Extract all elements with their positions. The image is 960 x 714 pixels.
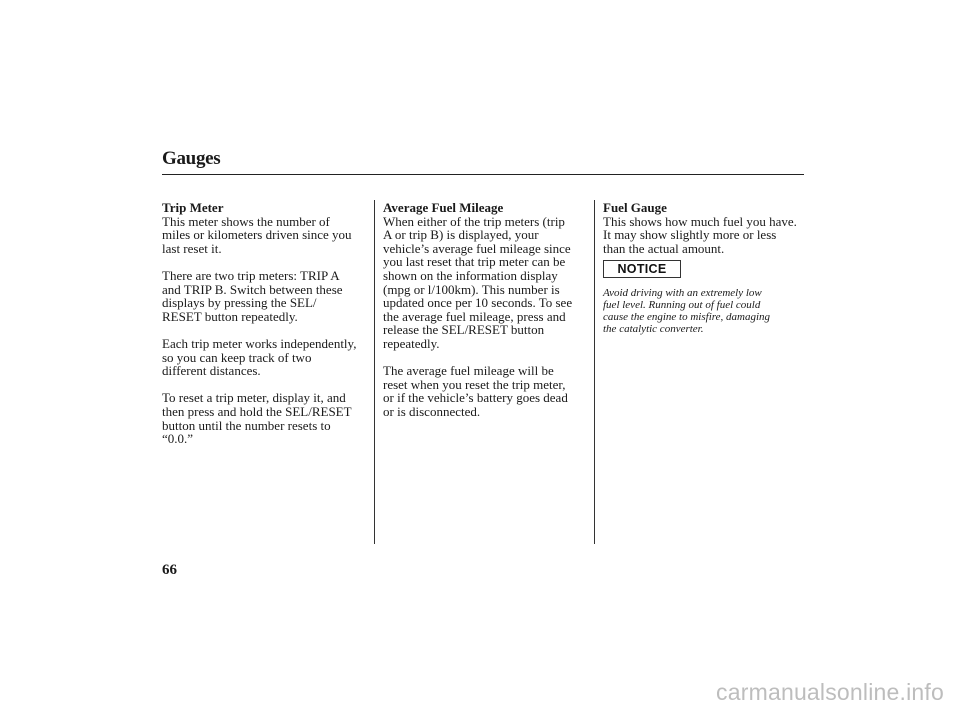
paragraph: Each trip meter works independently, so you can keep track of two different distances. [162,335,357,379]
page-title: Gauges [162,148,221,169]
column-divider [374,200,375,544]
watermark: carmanualsonline.info [716,679,944,705]
paragraph: When either of the trip meters (trip A or trip B) is displayed, your vehicle’s average fuel mileage since you last reset that trip meter can be shown on the information display (mpg or l/100km). This number is updated once per 10 seconds. To see the average fuel mileage, press and release the SEL/RESET button repeatedly. [383,213,573,351]
paragraph: This meter shows the number of miles or kilometers driven since you last reset it. [162,213,352,256]
column-trip-meter [162,201,372,459]
notice-text: Avoid driving with an extremely low fuel level. Running out of fuel could cause the engine to misfire, damaging the catalytic converter. [603,287,771,335]
paragraph: The average fuel mileage will be reset when you reset the trip meter, or if the vehicle’s battery goes dead or is disconnected. [383,363,568,419]
notice-badge: NOTICE [603,260,681,278]
title-divider [162,174,804,175]
paragraph: To reset a trip meter, display it, and then press and hold the SEL/RESET button until the number resets to “0.0.” [162,390,352,447]
column-fuel-gauge [603,201,808,336]
section-heading-fuel-gauge: Fuel Gauge [603,200,667,215]
column-divider [594,200,595,544]
paragraph: This shows how much fuel you have. It may show slightly more or less than the actual amount. [603,213,797,256]
paragraph: There are two trip meters: TRIP A and TRIP B. Switch between these displays by pressing the SEL/ RESET button repeatedly. [162,267,343,324]
section-heading-trip-meter: Trip Meter [162,200,224,215]
section-heading-average-fuel-mileage: Average Fuel Mileage [383,200,504,215]
column-average-fuel-mileage [383,201,588,432]
page-number: 66 [162,562,177,578]
